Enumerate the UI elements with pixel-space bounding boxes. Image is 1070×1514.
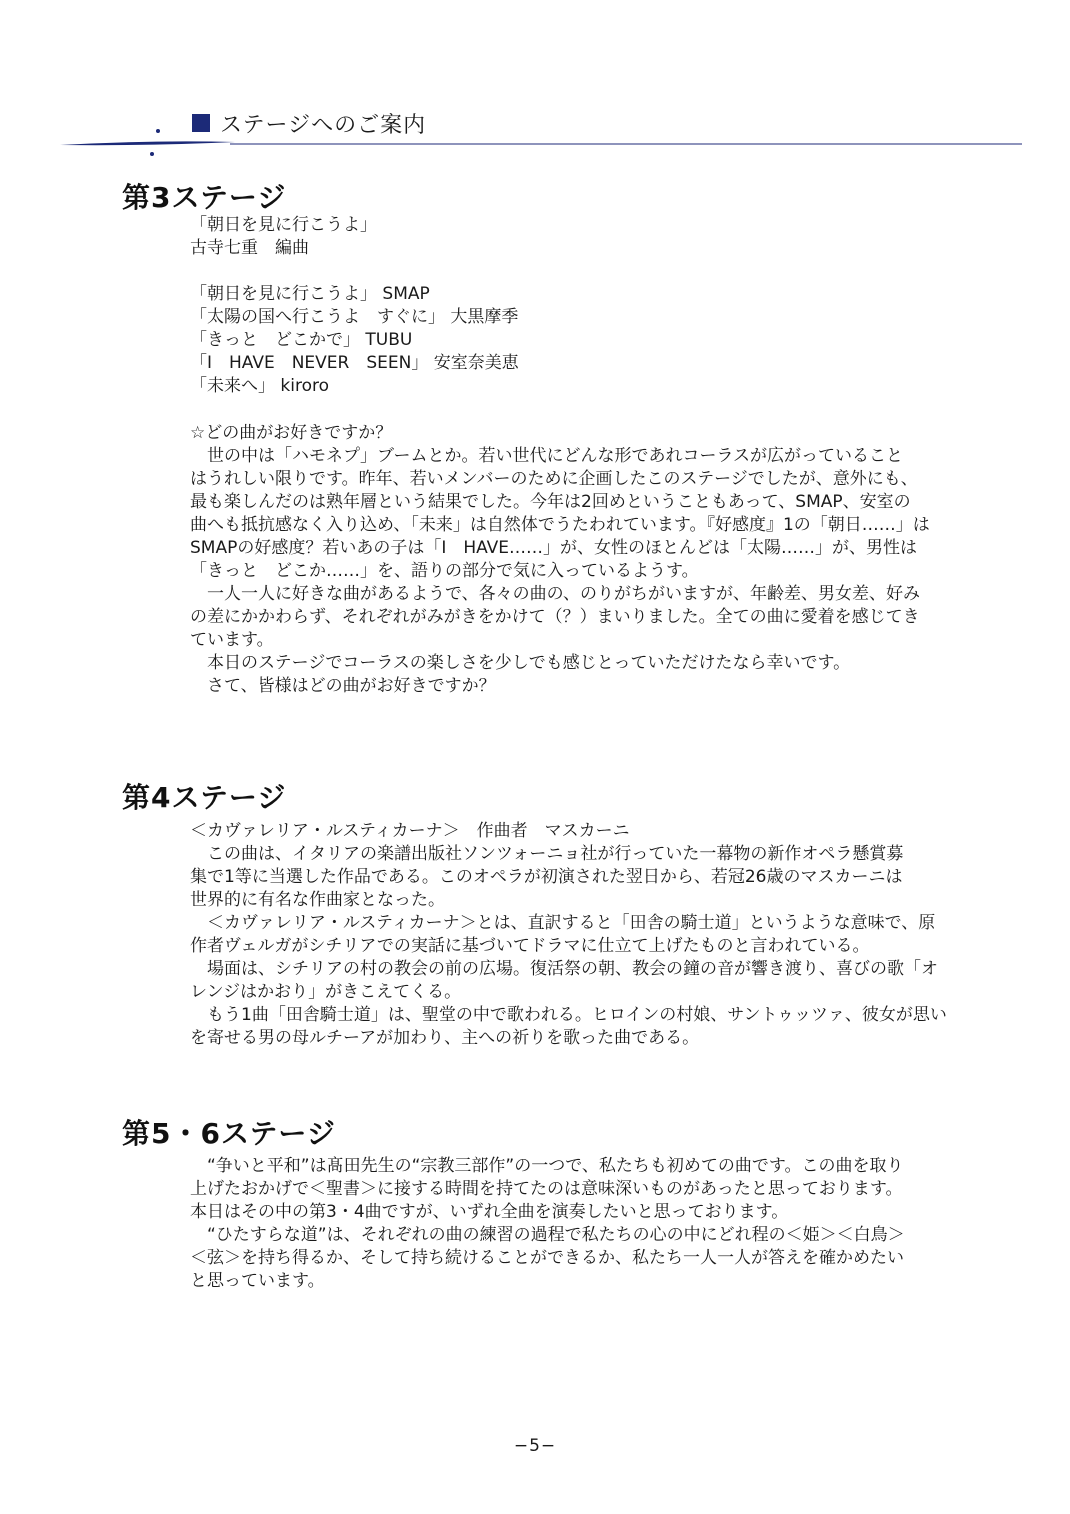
- header-square-icon: [192, 114, 210, 132]
- stage3-intro-line: 「朝日を見に行こうよ」: [190, 215, 377, 235]
- song-item: 「朝日を見に行こうよ」 SMAP: [190, 284, 430, 304]
- body-line: 一人一人に好きな曲があるようで、各々の曲の、のりがちがいますが、年齢差、男女差、好み: [190, 584, 920, 604]
- stage3-intro: [190, 214, 970, 260]
- header-rule: [60, 128, 1025, 158]
- body-line: 世の中は「ハモネプ」ブームとか。若い世代にどんな形であれコーラスが広がっていること: [190, 446, 903, 466]
- song-item: 「未来へ」 kiroro: [190, 376, 330, 396]
- body-line: 最も楽しんだのは熟年層という結果でした。今年は2回めということもあって、SMAP、安室の: [190, 492, 911, 512]
- body-line: ＜弦＞を持ち得るか、そして持ち続けることができるか、私たち一人一人が答えを確かめたい: [190, 1248, 904, 1268]
- body-line: もう1曲「田舎騎士道」は、聖堂の中で歌われる。ヒロインの村娘、サントゥッツァ、彼女が思い: [190, 1005, 947, 1025]
- body-line: 作者ヴェルガがシチリアでの実話に基づいてドラマに仕立て上げたものと言われている。: [190, 936, 870, 956]
- page-number: −5−: [513, 1436, 557, 1456]
- body-line: 本日のステージでコーラスの楽しさを少しでも感じとっていただけたなら幸いです。: [190, 653, 851, 673]
- body-line: ＜カヴァレリア・ルスティカーナ＞ 作曲者 マスカーニ: [190, 821, 630, 841]
- body-line: 上げたおかげで＜聖書＞に接する時間を持てたのは意味深いものがあったと思っております。: [190, 1179, 903, 1199]
- body-line: “ひたすらな道”は、それぞれの曲の練習の過程で私たちの心の中にどれ程の＜姫＞＜白鳥＞: [190, 1225, 905, 1245]
- header-dot-top: [156, 129, 160, 133]
- body-line: “争いと平和”は髙田先生の“宗教三部作”の一つで、私たちも初めての曲です。この曲を取り: [190, 1156, 904, 1176]
- body-line: この曲は、イタリアの楽譜出版社ソンツォーニョ社が行っていた一幕物の新作オペラ懸賞募: [190, 844, 904, 864]
- body-line: の差にかかわらず、それぞれがみがきをかけて（？）まいりました。全ての曲に愛着を感じてき: [190, 607, 920, 627]
- stage4-heading: 第4ステージ: [122, 781, 287, 814]
- body-line: を寄せる男の母ルチーアが加わり、主への祈りを歌った曲である。: [190, 1028, 700, 1048]
- stage4-body: [190, 820, 970, 1050]
- body-line: 曲へも抵抗感なく入り込め、「未来」は自然体でうたわれています。『好感度』1の「朝日……」は: [190, 515, 930, 535]
- body-line: 「きっと どこか……」を、語りの部分で気に入っているようす。: [190, 561, 699, 581]
- stage3-body: [190, 422, 970, 698]
- body-line: ＜カヴァレリア・ルスティカーナ＞とは、直訳すると「田舎の騎士道」というような意味で、原: [190, 913, 936, 933]
- stage56-heading: 第5・6ステージ: [122, 1117, 336, 1150]
- page-header: [0, 0, 1070, 170]
- body-line: 集で1等に当選した作品である。このオペラが初演された翌日から、若冠26歳のマスカーニは: [190, 867, 903, 887]
- song-item: 「I HAVE NEVER SEEN」 安室奈美恵: [190, 353, 519, 373]
- body-line: 世界的に有名な作曲家となった。: [190, 890, 445, 910]
- song-item: 「太陽の国へ行こうよ すぐに」 大黒摩季: [190, 307, 519, 327]
- body-line: と思っています。: [190, 1271, 325, 1291]
- header-swoosh: [60, 141, 235, 145]
- body-line: 本日はその中の第3・4曲ですが、いずれ全曲を演奏したいと思っております。: [190, 1202, 789, 1222]
- body-line: ☆どの曲がお好きですか？: [190, 423, 393, 443]
- stage3-intro-line: 古寺七重 編曲: [190, 238, 309, 258]
- body-line: ています。: [190, 630, 274, 650]
- header-title: ステージへのご案内: [220, 113, 427, 138]
- body-line: さて、皆様はどの曲がお好きですか？: [190, 676, 496, 696]
- header-dot-bottom: [150, 152, 154, 156]
- stage3-song-list: [190, 283, 970, 398]
- stage56-body: [190, 1155, 970, 1293]
- body-line: SMAPの好感度？若いあの子は「I HAVE……」が、女性のほとんどは「太陽……」が、男性は: [190, 538, 918, 558]
- body-line: レンジはかおり」がきこえてくる。: [190, 982, 462, 1002]
- body-line: はうれしい限りです。昨年、若いメンバーのために企画したこのステージでしたが、意外にも、: [190, 469, 918, 489]
- song-item: 「きっと どこかで」 TUBU: [190, 330, 413, 350]
- stage3-heading: 第3ステージ: [122, 181, 287, 214]
- body-line: 場面は、シチリアの村の教会の前の広場。復活祭の朝、教会の鐘の音が響き渡り、喜びの歌「オ: [190, 959, 938, 979]
